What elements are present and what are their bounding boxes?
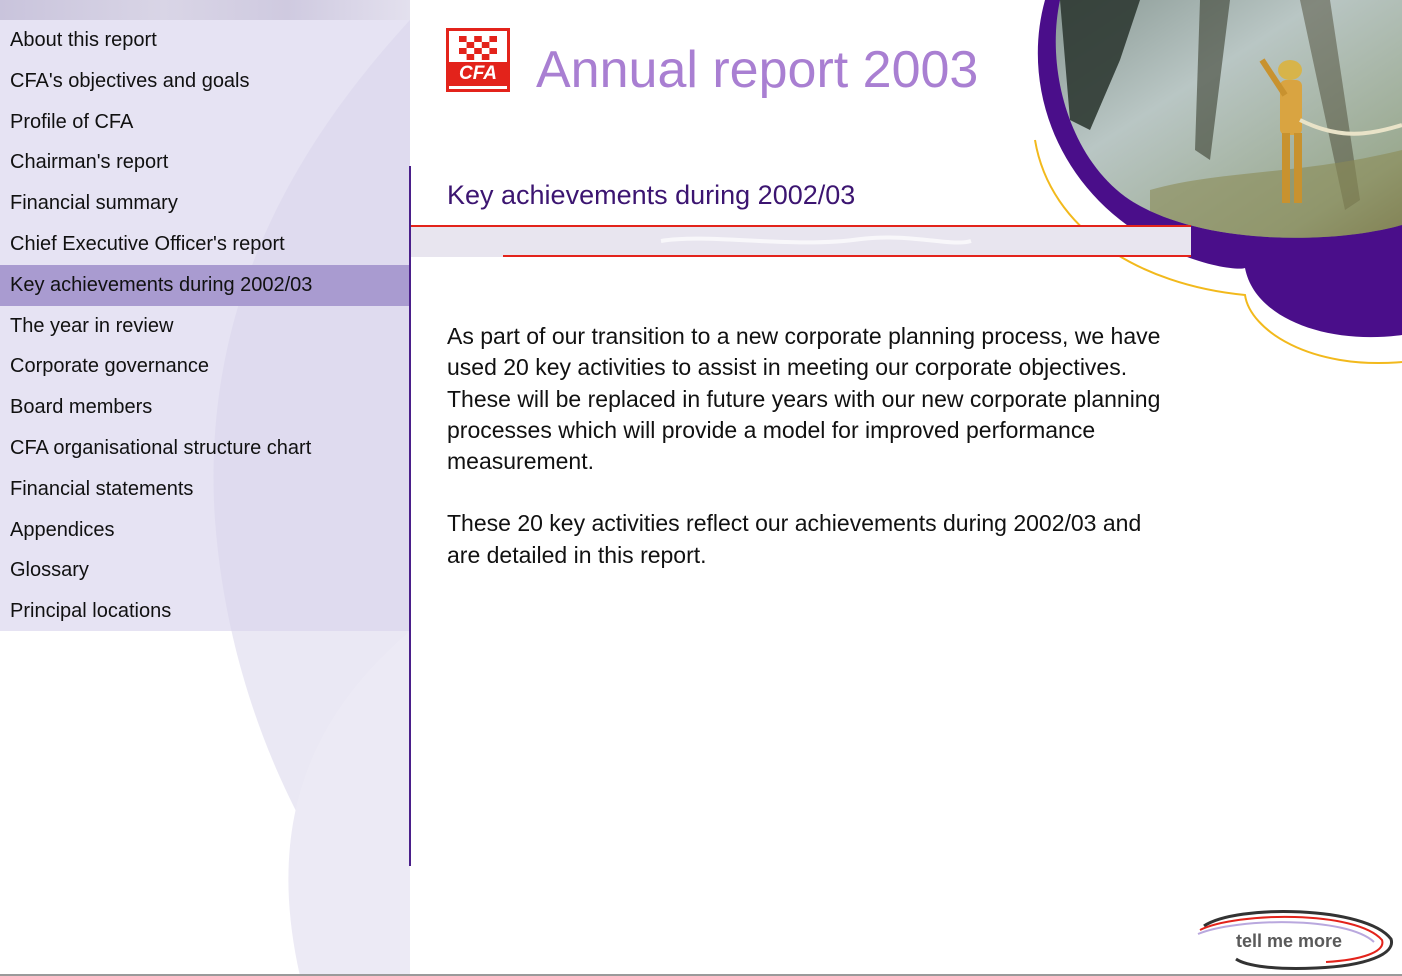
sidebar-item-ceo-report[interactable]: Chief Executive Officer's report — [10, 232, 285, 255]
paragraph: These 20 key activities reflect our achievements during 2002/03 and are detailed in this report. — [447, 510, 1142, 568]
heading-band-decoration — [411, 225, 1191, 257]
sidebar-item-key-achievements[interactable]: Key achievements during 2002/03 — [0, 265, 410, 306]
sidebar-item-about-this-report[interactable]: About this report — [10, 29, 157, 51]
sidebar-item-profile[interactable]: Profile of CFA — [10, 110, 134, 133]
sidebar-item-appendices[interactable]: Appendices — [10, 518, 115, 541]
sidebar-item-financial-statements[interactable]: Financial statements — [10, 477, 194, 500]
tell-me-more-button[interactable] — [1196, 904, 1396, 974]
page-title: Annual report 2003 — [536, 41, 979, 99]
tell-me-more-label: tell me more — [1236, 931, 1343, 951]
sidebar-item-objectives-goals[interactable]: CFA's objectives and goals — [10, 69, 250, 92]
sidebar-item-principal-locations[interactable]: Principal locations — [10, 600, 172, 623]
sidebar-top-strip — [0, 0, 410, 20]
checker-icon — [459, 36, 497, 60]
section-heading: Key achievements during 2002/03 — [447, 180, 856, 210]
paragraph: As part of our transition to a new corporate planning process, we have used 20 key activities to assist in meeting our corporate objectives. These will be replaced in future years with our new corporate planning processes which will provide a model for improved performance measurement. — [447, 323, 1161, 475]
logo-text: CFA — [449, 62, 507, 86]
sidebar-item-chairmans-report[interactable]: Chairman's report — [10, 151, 169, 174]
sidebar-item-corporate-governance[interactable]: Corporate governance — [10, 355, 210, 378]
sidebar-nav — [0, 20, 410, 632]
sidebar-item-org-structure-chart[interactable]: CFA organisational structure chart — [10, 436, 312, 459]
sidebar-divider — [409, 166, 411, 866]
sidebar — [0, 0, 410, 976]
sidebar-item-year-in-review[interactable]: The year in review — [10, 314, 174, 337]
sidebar-item-board-members[interactable]: Board members — [10, 396, 153, 419]
cfa-logo-icon — [446, 28, 510, 92]
sidebar-item-glossary[interactable]: Glossary — [10, 559, 89, 582]
body-content — [447, 321, 1177, 602]
sidebar-item-financial-summary[interactable]: Financial summary — [10, 192, 178, 215]
